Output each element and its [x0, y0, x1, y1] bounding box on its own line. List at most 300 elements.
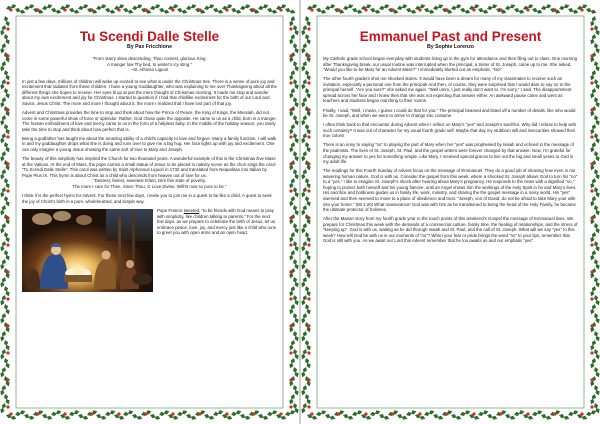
holly-leaf-icon [158, 7, 170, 15]
holly-leaf-icon [3, 249, 11, 261]
holly-leaf-icon [304, 15, 312, 27]
holly-berry-icon [289, 297, 292, 300]
article-byline: By Sophie Lorenzo [427, 44, 474, 50]
holly-leaf-icon [301, 330, 308, 342]
holly-berry-icon [307, 243, 310, 246]
holly-leaf-icon [304, 231, 312, 243]
holly-leaf-icon [292, 78, 299, 90]
holly-leaf-icon [589, 339, 597, 351]
holly-leaf-icon [288, 213, 296, 225]
right-article [323, 21, 578, 411]
holly-leaf-icon [414, 3, 426, 11]
holly-leaf-icon [3, 51, 11, 63]
holly-berry-icon [36, 412, 39, 415]
holly-berry-icon [310, 412, 313, 415]
paragraph: Finally, I said, “Well, I mean, I guess I could do that for you.” The principal beamed and listed off a number of details, like who would be St. Joseph, and when we were to arrive to change into costume. [323, 107, 576, 119]
holly-leaf-icon [221, 413, 233, 421]
right-page [301, 0, 600, 424]
holly-leaf-icon [275, 3, 287, 11]
holly-leaf-icon [504, 413, 516, 421]
holly-leaf-icon [292, 348, 299, 360]
holly-leaf-icon [589, 177, 597, 189]
holly-leaf-icon [292, 276, 299, 288]
holly-leaf-icon [304, 303, 312, 315]
holly-berry-icon [279, 412, 282, 415]
holly-leaf-icon [593, 24, 600, 36]
holly-berry-icon [225, 412, 228, 415]
holly-leaf-icon [3, 231, 11, 243]
holly-berry-icon [590, 243, 593, 246]
holly-leaf-icon [304, 357, 312, 369]
holly-berry-icon [36, 8, 39, 11]
holly-leaf-icon [292, 186, 299, 198]
holly-berry-icon [590, 216, 593, 219]
holly-leaf-icon [540, 413, 552, 421]
holly-leaf-icon [0, 24, 7, 36]
paragraph: The beauty of this simplicity has inspired the Church for two thousand years. A wonderful example of this is the Christmas Eve Mass at the Vatican. At the end of Mass, the pope carries a small statue of Jesus to be placed in nativity scene as the choir sings the carol “Tu Scendi Dalle Stelle”. This carol was written by Saint Alphonsus Liguori in 1732 and translated from Neapolitan into Italian by Pope Pius IX. This hymn is about Christ as a child who descends from heaven out of love for us. [22, 155, 276, 178]
holly-berry-icon [6, 108, 9, 111]
holly-leaf-icon [32, 7, 44, 15]
holly-leaf-icon [194, 7, 206, 15]
holly-leaf-icon [301, 24, 308, 36]
poem-line: A manger low Thy bed, In winter’s icy sting.” [107, 61, 192, 67]
holly-leaf-icon [0, 96, 7, 108]
holly-leaf-icon [23, 413, 35, 421]
holly-leaf-icon [292, 258, 299, 270]
holly-leaf-icon [301, 150, 308, 162]
holly-leaf-icon [0, 402, 7, 414]
poem-attribution: ~St. Alfonso Liguori [130, 67, 169, 73]
holly-leaf-icon [387, 7, 399, 15]
holly-berry-icon [6, 297, 9, 300]
holly-leaf-icon [301, 60, 308, 72]
holly-leaf-icon [540, 3, 552, 11]
holly-leaf-icon [304, 141, 312, 153]
holly-leaf-icon [3, 87, 11, 99]
holly-leaf-icon [589, 33, 597, 45]
holly-leaf-icon [3, 69, 11, 81]
holly-leaf-icon [288, 357, 296, 369]
holly-leaf-icon [589, 357, 597, 369]
holly-leaf-icon [593, 186, 600, 198]
holly-leaf-icon [351, 7, 363, 15]
holly-berry-icon [144, 8, 147, 11]
holly-leaf-icon [304, 195, 312, 207]
holly-berry-icon [289, 27, 292, 30]
holly-leaf-icon [3, 213, 11, 225]
holly-leaf-icon [288, 231, 296, 243]
holly-leaf-icon [131, 3, 143, 11]
holly-leaf-icon [275, 413, 287, 421]
holly-berry-icon [580, 412, 583, 415]
holly-leaf-icon [593, 402, 600, 414]
holly-berry-icon [289, 270, 292, 273]
holly-berry-icon [590, 405, 593, 408]
holly-leaf-icon [288, 285, 296, 297]
holly-leaf-icon [288, 105, 296, 117]
holly-leaf-icon [304, 51, 312, 63]
holly-leaf-icon [0, 258, 7, 270]
holly-leaf-icon [59, 3, 71, 11]
holly-leaf-icon [3, 393, 11, 405]
paragraph-rest: , “to be friends with God means to pray with simplicity, like children talking to parents.” For the next few days, as we prepare to celebrate the birth of Jesus, let us embrace peace, love, joy, and mercy just like a child who runs to greet you with open arms and an open heart. [157, 207, 276, 236]
holly-leaf-icon [0, 150, 7, 162]
holly-berry-icon [590, 324, 593, 327]
holly-berry-icon [289, 108, 292, 111]
holly-leaf-icon [3, 141, 11, 153]
holly-leaf-icon [266, 7, 278, 15]
holly-berry-icon [6, 216, 9, 219]
holly-leaf-icon [589, 159, 597, 171]
holly-leaf-icon [301, 132, 308, 144]
holly-berry-icon [63, 412, 66, 415]
holly-berry-icon [590, 81, 593, 84]
holly-leaf-icon [301, 240, 308, 252]
holly-leaf-icon [292, 96, 299, 108]
holly-berry-icon [289, 378, 292, 381]
holly-leaf-icon [41, 413, 53, 421]
holly-berry-icon [6, 405, 9, 408]
holly-berry-icon [580, 8, 583, 11]
holly-berry-icon [6, 54, 9, 57]
holly-berry-icon [6, 243, 9, 246]
holly-berry-icon [117, 412, 120, 415]
holly-leaf-icon [0, 330, 7, 342]
holly-leaf-icon [495, 7, 507, 15]
holly-leaf-icon [292, 150, 299, 162]
holly-leaf-icon [304, 33, 312, 45]
holly-leaf-icon [301, 258, 308, 270]
holly-leaf-icon [593, 96, 600, 108]
paragraph: The other fourth graders shot me shocked stares. It would have been a dream for many of my classmates to receive such an invitation, especially a personal one from the principal! And then, of course, they were surprised that I would dare to say no to the principal herself. “Are you sure?” she asked me again. “Well umm, I just really don’t want to. I’m sorry,” I said. The disappointment spread across her face and I knew then that she was not expecting that answer either. An awkward pause came and went as teachers and students began marching to their rooms. [323, 76, 572, 104]
holly-leaf-icon [301, 78, 308, 90]
holly-leaf-icon [589, 303, 597, 315]
holly-leaf-icon [576, 3, 588, 11]
holly-leaf-icon [304, 105, 312, 117]
holly-leaf-icon [292, 42, 299, 54]
holly-leaf-icon [0, 312, 7, 324]
holly-leaf-icon [315, 7, 327, 15]
holly-leaf-icon [301, 42, 308, 54]
left-article [22, 21, 277, 411]
holly-leaf-icon [522, 413, 534, 421]
holly-leaf-icon [86, 7, 98, 15]
holly-leaf-icon [593, 150, 600, 162]
holly-leaf-icon [304, 267, 312, 279]
holly-leaf-icon [593, 276, 600, 288]
holly-leaf-icon [405, 7, 417, 15]
holly-leaf-icon [288, 375, 296, 387]
holly-leaf-icon [292, 402, 299, 414]
holly-leaf-icon [589, 105, 597, 117]
holly-leaf-icon [5, 413, 17, 421]
paragraph: There is an irony to saying “no” to playing the part of Mary when her “yes” was prophesied by Isaiah and echoed in the message of the psalmists. The lives of St. Joseph, St. Paul, and the gospel writers were forever changed by that answer. Now, I’m grateful for changing my answer to yes for something simple. Like Mary, I received special graces to live out the big and small yeses to God in my adult life. [323, 142, 574, 165]
holly-leaf-icon [585, 409, 597, 417]
holly-leaf-icon [301, 384, 308, 396]
holly-leaf-icon [149, 413, 161, 421]
holly-leaf-icon [288, 321, 296, 333]
holly-berry-icon [418, 412, 421, 415]
holly-leaf-icon [576, 413, 588, 421]
holly-berry-icon [289, 351, 292, 354]
holly-leaf-icon [113, 3, 125, 11]
holly-leaf-icon [0, 114, 7, 126]
holly-leaf-icon [486, 3, 498, 11]
holly-berry-icon [289, 81, 292, 84]
holly-leaf-icon [248, 7, 260, 15]
holly-leaf-icon [284, 7, 296, 15]
holly-leaf-icon [3, 339, 11, 351]
holly-leaf-icon [288, 249, 296, 261]
holly-leaf-icon [589, 375, 597, 387]
holly-leaf-icon [113, 413, 125, 421]
holly-leaf-icon [468, 3, 480, 11]
holly-berry-icon [90, 412, 93, 415]
paragraph: My Catholic grade school began everyday with students lining up in the gym for attendance and then filing out to class. One morning after Thanksgiving break, our usual routine was interrupted when the principal, a Sister of St. Joseph, came up to me. She asked, “Would you like to be Mary for an Advent Mass?” I immediately blurted out an emphatic, “No!” [323, 56, 578, 73]
holly-leaf-icon [589, 69, 597, 81]
holly-leaf-icon [342, 3, 354, 11]
holly-leaf-icon [3, 267, 11, 279]
holly-leaf-icon [3, 15, 11, 27]
holly-leaf-icon [593, 366, 600, 378]
holly-leaf-icon [589, 15, 597, 27]
holly-leaf-icon [589, 195, 597, 207]
holly-berry-icon [590, 54, 593, 57]
holly-leaf-icon [301, 366, 308, 378]
holly-leaf-icon [441, 7, 453, 15]
holly-leaf-icon [306, 3, 318, 11]
holly-leaf-icon [567, 7, 579, 15]
holly-leaf-icon [301, 222, 308, 234]
holly-leaf-icon [176, 7, 188, 15]
holly-berry-icon [307, 270, 310, 273]
holly-leaf-icon [522, 3, 534, 11]
holly-leaf-icon [396, 3, 408, 11]
article-byline: By Pax Fricchione [127, 44, 172, 50]
holly-berry-icon [63, 8, 66, 11]
article-title: Emmanuel Past and Present [359, 29, 542, 44]
holly-berry-icon [307, 297, 310, 300]
holly-leaf-icon [593, 258, 600, 270]
holly-leaf-icon [0, 132, 7, 144]
nativity-painting-icon [22, 209, 153, 292]
holly-leaf-icon [167, 3, 179, 11]
holly-leaf-icon [41, 3, 53, 11]
holly-leaf-icon [68, 7, 80, 15]
holly-leaf-icon [131, 413, 143, 421]
holly-leaf-icon [292, 330, 299, 342]
holly-leaf-icon [324, 3, 336, 11]
holly-leaf-icon [288, 267, 296, 279]
holly-leaf-icon [203, 3, 215, 11]
holly-leaf-icon [589, 285, 597, 297]
holly-berry-icon [307, 189, 310, 192]
paragraph-start: Pope Francis [157, 207, 184, 213]
holly-leaf-icon [593, 384, 600, 396]
holly-leaf-icon [288, 393, 296, 405]
holly-leaf-icon [288, 51, 296, 63]
holly-leaf-icon [304, 249, 312, 261]
holly-leaf-icon [3, 195, 11, 207]
holly-leaf-icon [185, 413, 197, 421]
holly-leaf-icon [288, 33, 296, 45]
holly-berry-icon [337, 8, 340, 11]
holly-berry-icon [445, 412, 448, 415]
holly-berry-icon [445, 8, 448, 11]
holly-berry-icon [144, 412, 147, 415]
holly-leaf-icon [593, 222, 600, 234]
holly-leaf-icon [593, 240, 600, 252]
holly-leaf-icon [288, 123, 296, 135]
holly-leaf-icon [304, 87, 312, 99]
holly-berry-icon [198, 412, 201, 415]
holly-leaf-icon [167, 413, 179, 421]
holly-berry-icon [307, 135, 310, 138]
holly-leaf-icon [3, 375, 11, 387]
holly-leaf-icon [486, 413, 498, 421]
holly-leaf-icon [304, 213, 312, 225]
holly-leaf-icon [593, 294, 600, 306]
holly-leaf-icon [304, 177, 312, 189]
holly-leaf-icon [558, 3, 570, 11]
holly-leaf-icon [239, 3, 251, 11]
holly-leaf-icon [288, 87, 296, 99]
holly-leaf-icon [0, 384, 7, 396]
holly-leaf-icon [0, 60, 7, 72]
holly-leaf-icon [593, 42, 600, 54]
holly-berry-icon [590, 270, 593, 273]
holly-leaf-icon [0, 294, 7, 306]
holly-leaf-icon [3, 303, 11, 315]
holly-leaf-icon [432, 413, 444, 421]
paragraph: After the Marian story from my fourth grade year to the touch points of this weekend’s Gospel the message of Emmanuel lives. We prepare for Christmas this week with the demands of a commercial culture, family time, the healing of relationships, and the stress of “keeping up”. God is with us, waiting as he did through Isaiah and St. Paul, and the call of St. Joseph. What will we say “yes” to this week? How will God be with us in our moments of “no”? When your fear or pride brings the word “no” to your lips, remember that God is still with you. As we await our Lord this Advent remember that he too awaits us and our emphatic “yes”. [323, 216, 578, 244]
holly-leaf-icon [288, 303, 296, 315]
holly-berry-icon [252, 8, 255, 11]
holly-leaf-icon [292, 204, 299, 216]
holly-leaf-icon [140, 7, 152, 15]
holly-berry-icon [590, 162, 593, 165]
holly-berry-icon [171, 412, 174, 415]
holly-berry-icon [364, 412, 367, 415]
holly-berry-icon [289, 135, 292, 138]
holly-berry-icon [590, 189, 593, 192]
holly-leaf-icon [304, 285, 312, 297]
holly-berry-icon [198, 8, 201, 11]
holly-berry-icon [472, 412, 475, 415]
holly-leaf-icon [3, 123, 11, 135]
paragraph: I think it is the perfect hymn for Advent. For these next few days, I invite you to join me in a quest to be like a child. A quest to seek the joy of Christ’s birth in a pure, wholehearted, and simple way. [22, 193, 272, 204]
holly-berry-icon [289, 405, 292, 408]
holly-leaf-icon [0, 222, 7, 234]
holly-berry-icon [289, 216, 292, 219]
holly-leaf-icon [459, 7, 471, 15]
holly-berry-icon [590, 27, 593, 30]
holly-leaf-icon [0, 186, 7, 198]
holly-berry-icon [391, 412, 394, 415]
holly-berry-icon [307, 108, 310, 111]
holly-berry-icon [289, 243, 292, 246]
holly-leaf-icon [333, 7, 345, 15]
holly-berry-icon [6, 378, 9, 381]
holly-leaf-icon [0, 276, 7, 288]
holly-leaf-icon [0, 240, 7, 252]
holly-berry-icon [307, 351, 310, 354]
holly-leaf-icon [589, 321, 597, 333]
holly-leaf-icon [95, 413, 107, 421]
holly-berry-icon [252, 412, 255, 415]
holly-leaf-icon [589, 51, 597, 63]
holly-berry-icon [553, 8, 556, 11]
holly-leaf-icon [593, 60, 600, 72]
holly-leaf-icon [301, 186, 308, 198]
paragraph: The readings for this Fourth Sunday of Advent focus on the message of Emmanuel. They do a good job of showing how even in our wavering human nature, God is with us. Consider the gospel from this week, where a shocked St. Joseph allows God to turn his “no” to a “yes.” I like to imagine St. Joseph’s shock after hearing about Mary’s pregnancy. He responds to the news with a dignified “no,” hoping to protect both himself and his young fiancee, until an Angel shows him the workings of the Holy Spirit in he and Mary’s lives. His sacrifice and holdiness guides us in family life, work, ministry, and sharing the the gospel message in a noisy world. His “yes” swerved and then seemed to move to a place of obedience and trust. “Joseph, son of David, do not be afraid to take Mary your wife into your home.” (Mt 1:20) What reassurance! God was with him as he transitioned to being the head of the Holy Family, he became the ultimate protector of holiness. [323, 168, 578, 213]
holly-leaf-icon [589, 213, 597, 225]
holly-leaf-icon [360, 3, 372, 11]
holly-berry-icon [307, 54, 310, 57]
holly-berry-icon [418, 8, 421, 11]
holly-leaf-icon [378, 3, 390, 11]
nativity-painting [22, 209, 153, 292]
holly-berry-icon [590, 108, 593, 111]
holly-berry-icon [307, 216, 310, 219]
holly-leaf-icon [3, 177, 11, 189]
holly-leaf-icon [304, 69, 312, 81]
holly-leaf-icon [593, 330, 600, 342]
holly-leaf-icon [304, 339, 312, 351]
holly-leaf-icon [292, 240, 299, 252]
holly-leaf-icon [450, 3, 462, 11]
holly-leaf-icon [284, 409, 296, 417]
paragraph: Being a godfather has taught me about the amazing ability of a child’s capacity to love and forgive. Many a family function, I will walk in and my goddaughter drops what she is doing and runs over to give me a big hug. Her face lights up with joy and excitement. One can only imagine a young Jesus showing the same sort of love to Mary and Joseph. [22, 135, 277, 152]
holly-berry-icon [391, 8, 394, 11]
holly-leaf-icon [549, 7, 561, 15]
holly-leaf-icon [304, 123, 312, 135]
holly-leaf-icon [304, 159, 312, 171]
holly-leaf-icon [304, 375, 312, 387]
holly-leaf-icon [301, 276, 308, 288]
tweeted-link[interactable]: tweeted [183, 207, 200, 213]
holly-leaf-icon [257, 3, 269, 11]
paragraph: In just a few days, millions of children will wake up excited to see what is under the Christmas tree. There is a sense of pure joy and excitement that radiates from these children. I have a young Goddaughter, who was explaining to me over Thanksgiving about all the different things she hopes to receive. Her eyes lit up at just the mere thought of Christmas morning. It made me stop and wonder about my own excitement and joy for Christmas. I started to question if I had that childlike excitement for the birth of our Lord and Savior, Jesus Christ. The more and more I thought about it, the more I realized that I have lost part of that joy. [22, 78, 277, 106]
holly-berry-icon [307, 162, 310, 165]
holly-leaf-icon [414, 413, 426, 421]
holly-berry-icon [590, 135, 593, 138]
holly-leaf-icon [593, 312, 600, 324]
holly-leaf-icon [221, 3, 233, 11]
holly-berry-icon [590, 351, 593, 354]
holly-leaf-icon [3, 159, 11, 171]
holly-leaf-icon [589, 123, 597, 135]
opening-poem [22, 56, 277, 73]
holly-leaf-icon [230, 7, 242, 15]
holly-leaf-icon [257, 413, 269, 421]
holly-leaf-icon [288, 15, 296, 27]
holly-leaf-icon [288, 177, 296, 189]
holly-leaf-icon [301, 312, 308, 324]
holly-leaf-icon [292, 384, 299, 396]
holly-leaf-icon [423, 7, 435, 15]
holly-leaf-icon [593, 132, 600, 144]
holly-berry-icon [289, 162, 292, 165]
holly-berry-icon [6, 270, 9, 273]
holly-leaf-icon [3, 105, 11, 117]
holly-berry-icon [499, 412, 502, 415]
holly-leaf-icon [558, 413, 570, 421]
holly-leaf-icon [292, 24, 299, 36]
holly-leaf-icon [0, 348, 7, 360]
holly-berry-icon [6, 81, 9, 84]
holly-leaf-icon [432, 3, 444, 11]
